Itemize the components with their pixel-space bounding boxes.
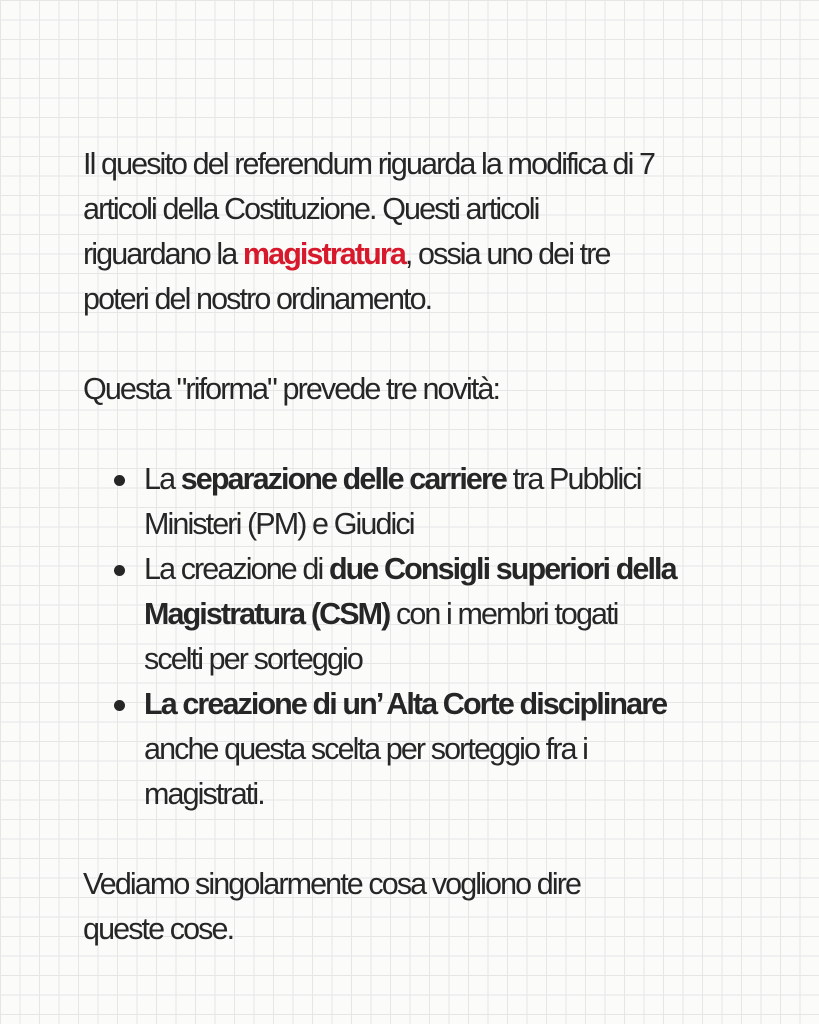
- closing-line-2: queste cose.: [83, 912, 234, 946]
- intro-line-2: articoli della Costituzione. Questi articoli: [83, 192, 539, 226]
- bold-phrase: separazione delle carriere: [180, 462, 506, 496]
- novelties-list: [83, 457, 773, 817]
- bullet-icon: [114, 475, 125, 486]
- bullet-icon: [114, 565, 125, 576]
- slide-content: [83, 142, 773, 952]
- closing-line-1: Vediamo singolarmente cosa vogliono dire: [83, 867, 581, 901]
- bold-phrase: due Consigli superiori della: [328, 552, 676, 586]
- highlight-magistratura: magistratura: [242, 237, 405, 271]
- intro-line-3-pre: riguardano la: [83, 237, 243, 271]
- list-item: La creazione di un’ Alta Corte disciplinare anche questa scelta per sorteggio fra i magistrati.: [83, 682, 773, 817]
- bold-phrase: La creazione di un’ Alta Corte disciplinare: [144, 687, 667, 721]
- list-item: La separazione delle carriere tra Pubblici Ministeri (PM) e Giudici: [83, 457, 773, 547]
- lead-sentence: Questa "riforma" prevede tre novità:: [83, 372, 500, 406]
- intro-paragraph: [83, 142, 773, 322]
- closing-paragraph: [83, 862, 773, 952]
- intro-line-4: poteri del nostro ordinamento.: [83, 282, 432, 316]
- bullet-icon: [114, 700, 125, 711]
- intro-line-1: Il quesito del referendum riguarda la modifica di 7: [83, 147, 655, 181]
- list-item: La creazione di due Consigli superiori della Magistratura (CSM) con i membri togati scelti per sorteggio: [83, 547, 773, 682]
- bold-phrase: Magistratura (CSM): [144, 597, 390, 631]
- intro-line-3-post: , ossia uno dei tre: [404, 237, 610, 271]
